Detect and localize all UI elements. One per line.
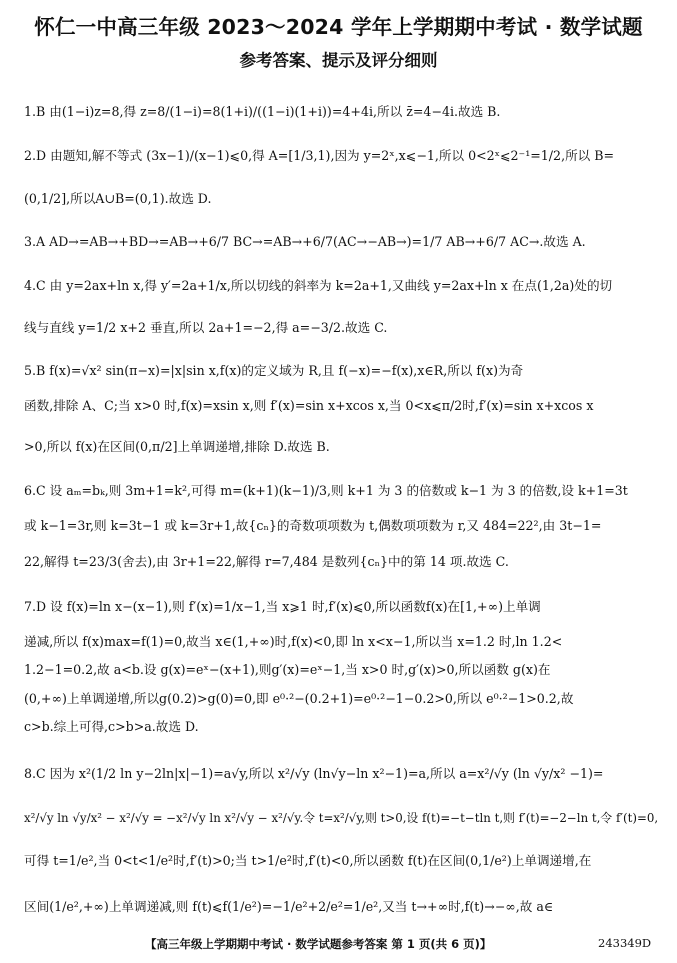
footer-code: 243349D bbox=[598, 936, 652, 950]
page-title: 怀仁一中高三年级 2023～2024 学年上学期期中考试 · 数学试题 bbox=[34, 15, 643, 39]
answer-8-line-3: 可得 t=1/e²,当 0<t<1/e²时,f′(t)>0;当 t>1/e²时,f′(t)<0,所以函数 f(t)在区间(0,1/e²)上单调递增,在 bbox=[24, 853, 592, 868]
answer-5-line-3: >0,所以 f(x)在区间(0,π/2]上单调递增,排除 D.故选 B. bbox=[24, 439, 330, 454]
page-subtitle: 参考答案、提示及评分细则 bbox=[239, 51, 438, 70]
answer-5-line-2: 函数,排除 A、C;当 x>0 时,f(x)=xsin x,则 f′(x)=sin x+xcos x,当 0<x⩽π/2时,f′(x)=sin x+xcos x bbox=[24, 398, 594, 413]
answer-2-line-1: 2.D 由题知,解不等式 (3x−1)/(x−1)⩽0,得 A=[1/3,1),因为 y=2ˣ,x⩽−1,所以 0<2ˣ⩽2⁻¹=1/2,所以 B= bbox=[24, 148, 615, 163]
answer-7-line-3: 1.2−1=0.2,故 a<b.设 g(x)=eˣ−(x+1),则g′(x)=eˣ−1,当 x>0 时,g′(x)>0,所以函数 g(x)在 bbox=[24, 662, 551, 677]
answer-8-line-1: 8.C 因为 x²(1/2 ln y−2ln|x|−1)=a√y,所以 x²/√y (ln√y−ln x²−1)=a,所以 a=x²/√y (ln √y/x² −1)= bbox=[24, 766, 604, 781]
answer-3-line-1: 3.A AD→=AB→+BD→=AB→+6/7 BC→=AB→+6/7(AC→−AB→)=1/7 AB→+6/7 AC→.故选 A. bbox=[24, 234, 586, 249]
footer-text: 【高三年级上学期期中考试 · 数学试题参考答案 第 1 页(共 6 页)】 bbox=[145, 937, 492, 951]
answer-7-line-2: 递减,所以 f(x)max=f(1)=0,故当 x∈(1,+∞)时,f(x)<0,即 ln x<x−1,所以当 x=1.2 时,ln 1.2< bbox=[24, 634, 563, 649]
answer-7-line-1: 7.D 设 f(x)=ln x−(x−1),则 f′(x)=1/x−1,当 x⩾1 时,f′(x)⩽0,所以函数f(x)在[1,+∞)上单调 bbox=[24, 599, 541, 614]
answer-6-line-2: 或 k−1=3r,则 k=3t−1 或 k=3r+1,故{cₙ}的奇数项项数为 t,偶数项项数为 r,又 484=22²,由 3t−1= bbox=[24, 518, 602, 533]
answer-8-line-4: 区间(1/e²,+∞)上单调递减,则 f(t)⩽f(1/e²)=−1/e²+2/e²=1/e²,又当 t→+∞时,f(t)→−∞,故 a∈ bbox=[24, 899, 554, 914]
answer-6-line-3: 22,解得 t=23/3(舍去),由 3r+1=22,解得 r=7,484 是数列{cₙ}中的第 14 项.故选 C. bbox=[24, 554, 509, 569]
answer-7-line-5: c>b.综上可得,c>b>a.故选 D. bbox=[24, 719, 199, 734]
answer-6-line-1: 6.C 设 aₘ=bₖ,则 3m+1=k²,可得 m=(k+1)(k−1)/3,则 k+1 为 3 的倍数或 k−1 为 3 的倍数,设 k+1=3t bbox=[24, 483, 628, 498]
answer-7-line-4: (0,+∞)上单调递增,所以g(0.2)>g(0)=0,即 e⁰·²−(0.2+1)=e⁰·²−1−0.2>0,所以 e⁰·²−1>0.2,故 bbox=[24, 691, 574, 706]
answer-4-line-1: 4.C 由 y=2ax+ln x,得 y′=2a+1/x,所以切线的斜率为 k=2a+1,又曲线 y=2ax+ln x 在点(1,2a)处的切 bbox=[24, 278, 613, 293]
answer-4-line-2: 线与直线 y=1/2 x+2 垂直,所以 2a+1=−2,得 a=−3/2.故选 C. bbox=[24, 320, 388, 335]
answer-2-line-2: (0,1/2],所以A∪B=(0,1).故选 D. bbox=[24, 191, 212, 206]
answer-5-line-1: 5.B f(x)=√x² sin(π−x)=|x|sin x,f(x)的定义域为 R,且 f(−x)=−f(x),x∈R,所以 f(x)为奇 bbox=[24, 363, 524, 378]
answer-8-line-2: x²/√y ln √y/x² − x²/√y = −x²/√y ln x²/√y − x²/√y.令 t=x²/√y,则 t>0,设 f(t)=−t−tln t,则 f′(t)=−2−ln t,令 f′(t)=0, bbox=[24, 811, 659, 825]
answer-1-line-1: 1.B 由(1−i)z=8,得 z=8/(1−i)=8(1+i)/((1−i)(1+i))=4+4i,所以 z̄=4−4i.故选 B. bbox=[24, 104, 501, 119]
